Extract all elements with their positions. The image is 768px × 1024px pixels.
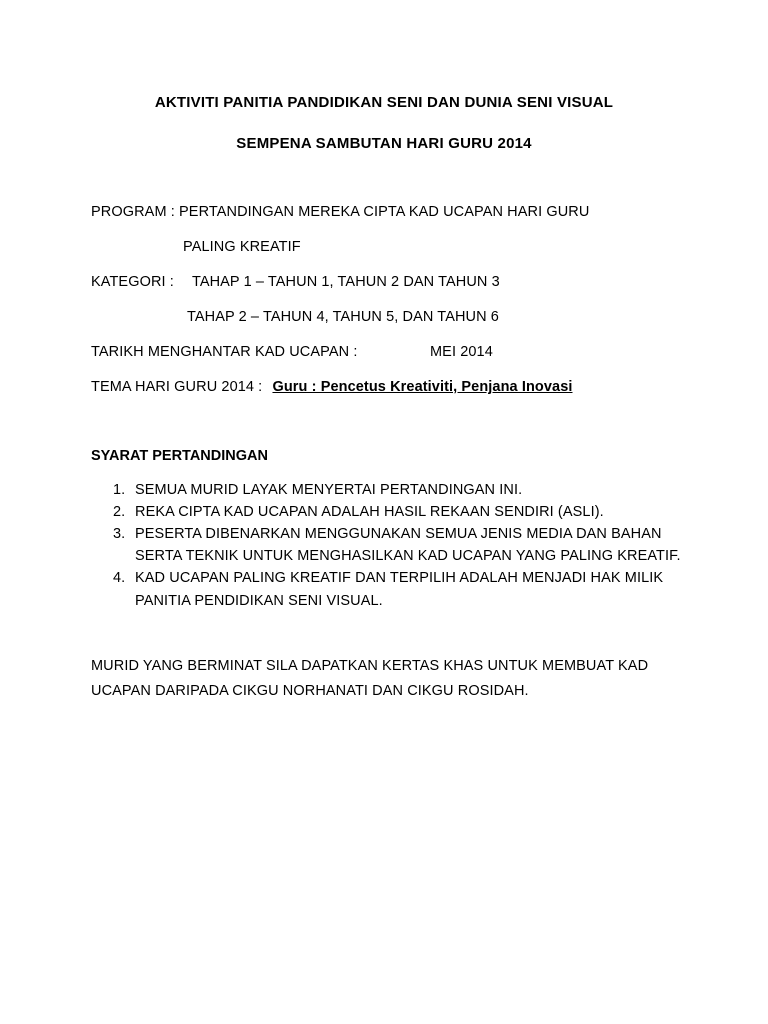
- syarat-item-text: SEMUA MURID LAYAK MENYERTAI PERTANDINGAN INI.: [135, 482, 523, 498]
- syarat-item-number: 2.: [113, 504, 126, 520]
- tema-value: Guru : Pencetus Kreativiti, Penjana Inovasi: [272, 379, 573, 395]
- syarat-item-number: 1.: [113, 482, 126, 498]
- syarat-item-text: REKA CIPTA KAD UCAPAN ADALAH HASIL REKAAN SENDIRI (ASLI).: [135, 504, 604, 520]
- tarikh-label: TARIKH MENGHANTAR KAD UCAPAN :: [91, 344, 358, 360]
- syarat-item-1: [113, 482, 522, 498]
- syarat-item-3: [113, 526, 662, 542]
- syarat-item-4-continuation: PANITIA PENDIDIKAN SENI VISUAL.: [135, 593, 383, 609]
- syarat-item-text: KAD UCAPAN PALING KREATIF DAN TERPILIH ADALAH MENJADI HAK MILIK: [135, 570, 664, 586]
- kategori-label: KATEGORI :: [91, 274, 174, 290]
- syarat-item-number: 4.: [113, 570, 126, 586]
- closing-line2: UCAPAN DARIPADA CIKGU NORHANATI DAN CIKGU ROSIDAH.: [91, 683, 529, 699]
- document-title-line2: SEMPENA SAMBUTAN HARI GURU 2014: [236, 135, 532, 152]
- syarat-item-3-continuation: SERTA TEKNIK UNTUK MENGHASILKAN KAD UCAPAN YANG PALING KREATIF.: [135, 548, 681, 564]
- syarat-heading: SYARAT PERTANDINGAN: [91, 448, 268, 464]
- program-row: [91, 204, 589, 220]
- syarat-item-number: 3.: [113, 526, 126, 542]
- syarat-item-text: PESERTA DIBENARKAN MENGGUNAKAN SEMUA JENIS MEDIA DAN BAHAN: [135, 526, 662, 542]
- tema-label: TEMA HARI GURU 2014 :: [91, 379, 263, 395]
- syarat-item-2: [113, 504, 604, 520]
- kategori-value-line1: TAHAP 1 – TAHUN 1, TAHUN 2 DAN TAHUN 3: [191, 274, 500, 290]
- kategori-row: [91, 274, 500, 290]
- kategori-value-line2: TAHAP 2 – TAHUN 4, TAHUN 5, DAN TAHUN 6: [187, 309, 499, 325]
- program-label: PROGRAM :: [91, 204, 175, 220]
- tarikh-value: MEI 2014: [430, 344, 493, 360]
- tema-row: [91, 379, 573, 395]
- closing-line1: MURID YANG BERMINAT SILA DAPATKAN KERTAS KHAS UNTUK MEMBUAT KAD: [91, 658, 649, 674]
- syarat-item-4: [113, 570, 663, 586]
- document-title-line1: AKTIVITI PANITIA PANDIDIKAN SENI DAN DUNIA SENI VISUAL: [154, 94, 614, 111]
- program-value-line1: PERTANDINGAN MEREKA CIPTA KAD UCAPAN HARI GURU: [179, 204, 590, 220]
- program-value-line2: PALING KREATIF: [183, 239, 301, 255]
